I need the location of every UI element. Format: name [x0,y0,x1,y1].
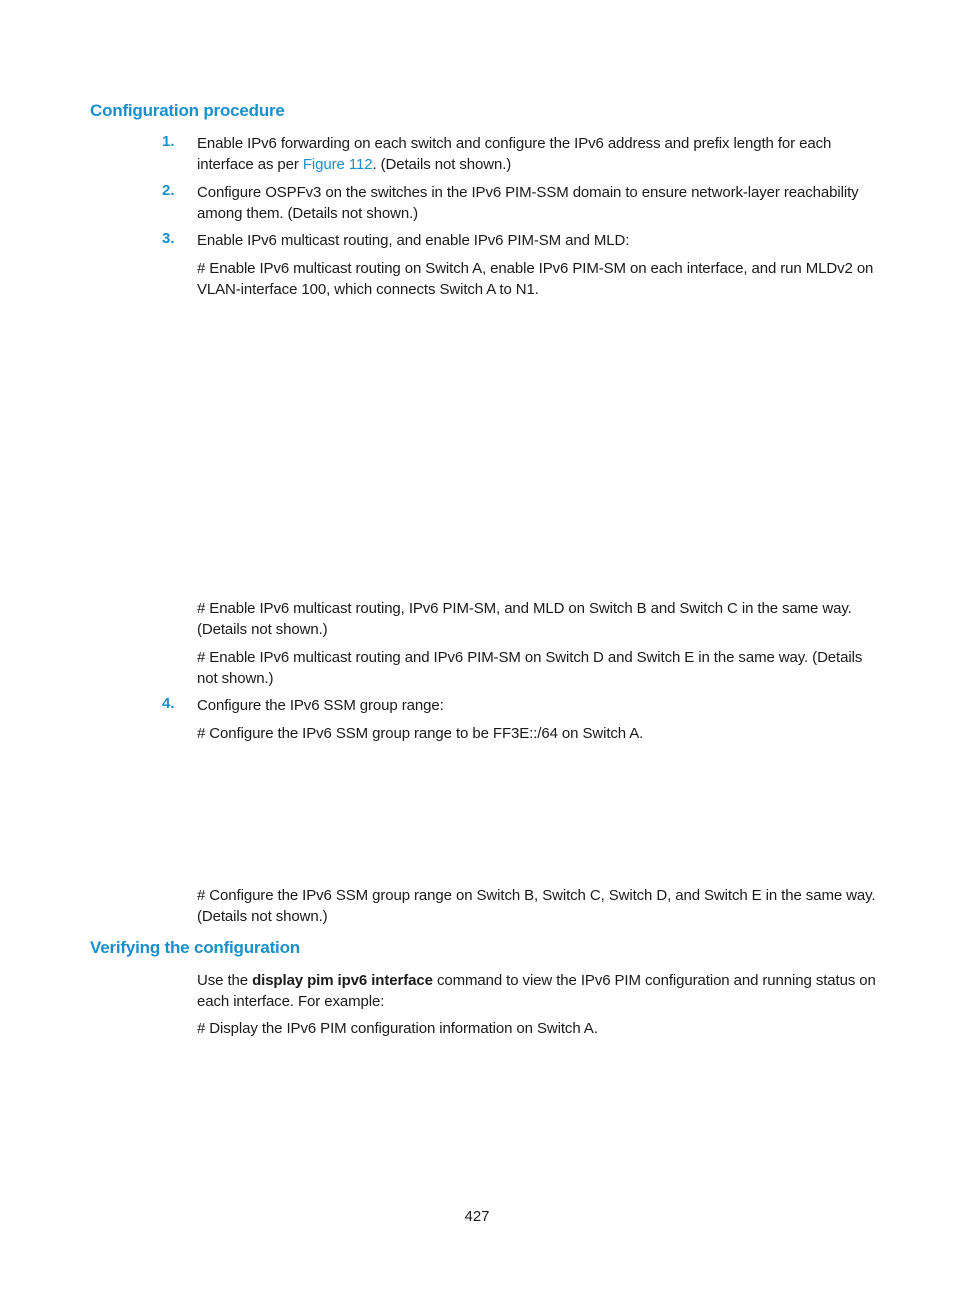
step-1-text-b: . (Details not shown.) [372,156,512,173]
step-number-3: 3. [162,230,175,247]
verify-text-a: Use the [197,972,253,989]
page-number: 427 [464,1208,490,1225]
step-number-1: 1. [162,133,175,150]
step-text-4: Configure the IPv6 SSM group range: [197,697,444,714]
step-1-text-a: Enable IPv6 forwarding on each switch and configure the IPv6 address and prefix length for each interface as per [197,135,832,173]
step-number-2: 2. [162,182,175,199]
section-heading-configuration-procedure: Configuration procedure [90,101,285,120]
figure-112-link[interactable]: Figure 112 [302,156,373,173]
note-switch-b-c: # Enable IPv6 multicast routing, IPv6 PIM-SM, and MLD on Switch B and Switch C in the same way. (Details not shown.) [197,600,852,638]
verify-paragraph [197,970,877,1012]
verify-text-b: command to view the IPv6 PIM configuration and running status on each interface. For example: [197,972,876,1010]
step-text-3: Enable IPv6 multicast routing, and enable IPv6 PIM-SM and MLD: [197,232,630,249]
step-text-2: Configure OSPFv3 on the switches in the IPv6 PIM-SSM domain to ensure network-layer reachability among them. (Details not shown.) [197,184,859,222]
note-display-switch-a: # Display the IPv6 PIM configuration information on Switch A. [197,1020,598,1037]
step-text-1 [197,133,877,175]
section-heading-verifying: Verifying the configuration [90,938,300,957]
note-switch-a-pim: # Enable IPv6 multicast routing on Switch A, enable IPv6 PIM-SM on each interface, and run MLDv2 on VLAN-interface 100, which connects Switch A to N1. [197,260,874,298]
note-ssm-range-others: # Configure the IPv6 SSM group range on Switch B, Switch C, Switch D, and Switch E in the same way. (Details not shown.) [197,887,876,925]
command-name: display pim ipv6 interface [252,972,433,989]
note-switch-d-e: # Enable IPv6 multicast routing and IPv6 PIM-SM on Switch D and Switch E in the same way. (Details not shown.) [197,649,863,687]
step-number-4: 4. [162,695,175,712]
note-ssm-range-switch-a: # Configure the IPv6 SSM group range to be FF3E::/64 on Switch A. [197,725,644,742]
